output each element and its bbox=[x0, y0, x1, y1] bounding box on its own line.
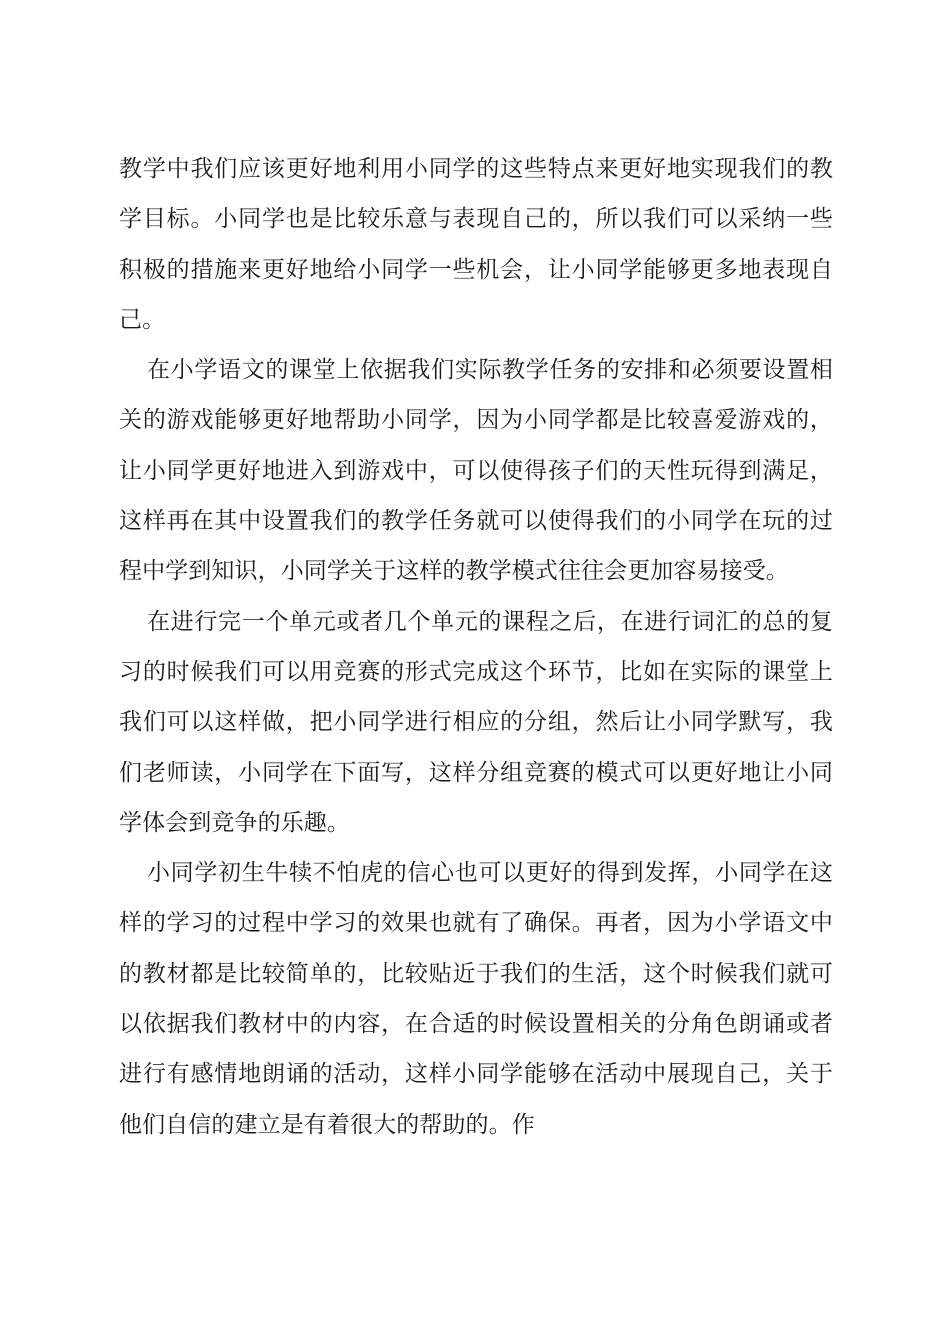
paragraph-3: 在进行完一个单元或者几个单元的课程之后，在进行词汇的总的复习的时候我们可以用竞赛的形式完成这个环节，比如在实际的课堂上我们可以这样做，把小同学进行相应的分组，然后让小同学默写，我们老师读，小同学在下面写，这样分组竞赛的模式可以更好地让小同学体会到竞争的乐趣。 bbox=[119, 608, 833, 836]
paragraph-1: 教学中我们应该更好地利用小同学的这些特点来更好地实现我们的教学目标。小同学也是比较乐意与表现自己的，所以我们可以采纳一些积极的措施来更好地给小同学一些机会，让小同学能够更多地表现自己。 bbox=[119, 156, 833, 333]
paragraph-4: 小同学初生牛犊不怕虎的信心也可以更好的得到发挥，小同学在这样的学习的过程中学习的效果也就有了确保。再者，因为小学语文中的教材都是比较简单的，比较贴近于我们的生活，这个时候我们就可以依据我们教材中的内容，在合适的时候设置相关的分角色朗诵或者进行有感情地朗诵的活动，这样小同学能够在活动中展现自己，关于他们自信的建立是有着很大的帮助的。作 bbox=[119, 860, 833, 1138]
document-body bbox=[119, 144, 833, 1150]
paragraph-2: 在小学语文的课堂上依据我们实际教学任务的安排和必须要设置相关的游戏能够更好地帮助小同学，因为小同学都是比较喜爱游戏的，让小同学更好地进入到游戏中，可以使得孩子们的天性玩得到满足，这样再在其中设置我们的教学任务就可以使得我们的小同学在玩的过程中学到知识，小同学关于这样的教学模式往往会更加容易接受。 bbox=[119, 357, 833, 585]
